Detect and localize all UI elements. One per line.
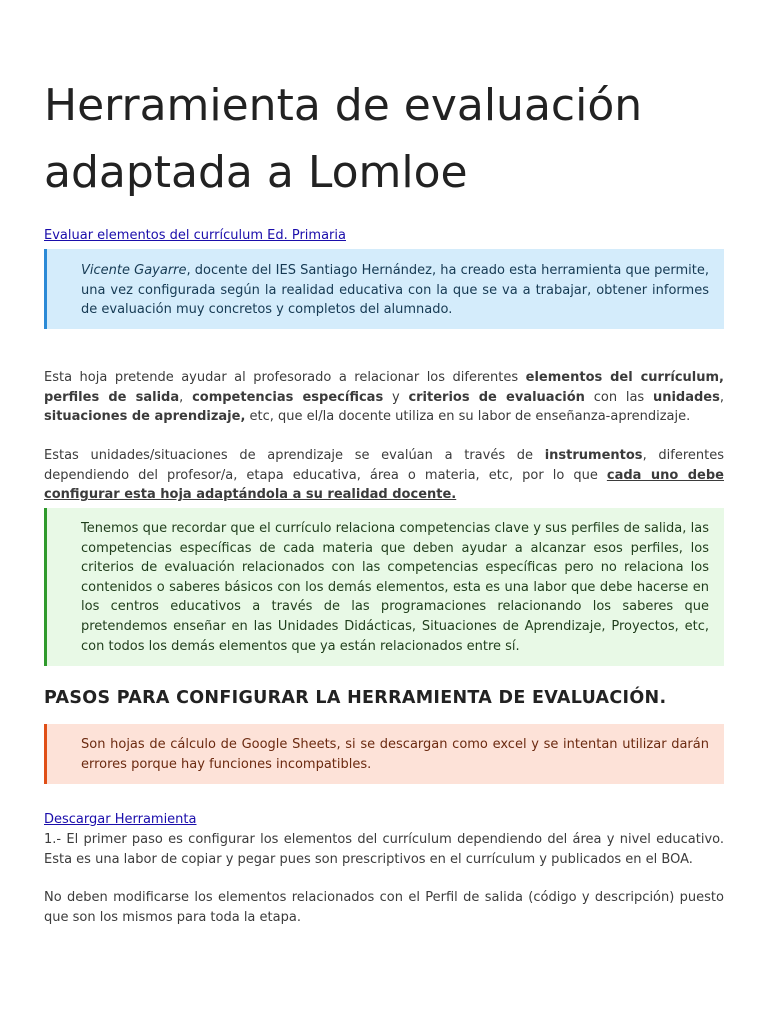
- page-title: Herramienta de evaluación adaptada a Lomloe: [44, 80, 643, 198]
- curriculum-link[interactable]: Evaluar elementos del currículum Ed. Primaria: [44, 228, 346, 243]
- curriculum-note-box: [44, 508, 724, 666]
- download-link-paragraph: [44, 810, 724, 830]
- intro-bold: situaciones de aprendizaje,: [44, 409, 246, 425]
- intro-text: ,: [179, 389, 193, 405]
- intro-bold: elementos del currículum, perfiles de salida: [44, 370, 724, 405]
- curriculum-note-text: Tenemos que recordar que el currículo relaciona competencias clave y sus perfiles de salida, las competencias específicas de cada materia que deben ayudar a alcanzar esos perfiles, los criterios de evaluación relacionados con las competencias específicas pero no relaciona los contenidos o saberes básicos con los demás elementos, esta es una labor que debe hacerse en los centros educativos a través de las programaciones relacionando los saberes que pretendemos enseñar en las Unidades Didácticas, Situaciones de Aprendizaje, Proyectos, etc, con todos los demás elementos que ya están relacionados entre sí.: [81, 521, 709, 654]
- curriculum-link-paragraph: [44, 226, 724, 246]
- steps-heading: PASOS PARA CONFIGURAR LA HERRAMIENTA DE EVALUACIÓN.: [44, 688, 667, 708]
- intro-text: Esta hoja pretende ayudar al profesorado a relacionar los diferentes: [44, 370, 526, 385]
- download-link[interactable]: Descargar Herramienta: [44, 812, 197, 827]
- intro-text: y: [383, 389, 409, 405]
- intro-text: con las: [584, 389, 653, 405]
- warning-text: Son hojas de cálculo de Google Sheets, si se descargan como excel y se intentan utilizar darán errores porque hay funciones incompatibles.: [81, 737, 709, 772]
- step-1-paragraph: 1.- El primer paso es configurar los elementos del currículum dependiendo del área y nivel educativo. Esta es una labor de copiar y pegar pues son prescriptivos en el currículum y publicados en el BOA.: [44, 832, 724, 867]
- author-name: Vicente Gayarre: [81, 263, 187, 278]
- instruments-text: , diferentes dependiendo del profesor/a, etapa educativa, área o materia, etc, por lo que: [44, 448, 724, 483]
- intro-bold: competencias específicas: [192, 389, 384, 405]
- step-1-note: No deben modificarse los elementos relacionados con el Perfil de salida (código y descripción) puesto que son los mismos para toda la etapa.: [44, 890, 724, 925]
- instruments-bold: instrumentos: [544, 448, 643, 463]
- intro-bold: criterios de evaluación: [408, 389, 585, 405]
- instruments-text: Estas unidades/situaciones de aprendizaje se evalúan a través de: [44, 448, 545, 463]
- author-info-box: [44, 249, 724, 329]
- intro-text: ,: [719, 389, 724, 405]
- author-info-body: , docente del IES Santiago Hernández, ha creado esta herramienta que permite, una vez configurada según la realidad educativa con la que se va a trabajar, obtener informes de evaluación muy concretos y completos del alumnado.: [81, 263, 709, 318]
- author-info-text: [47, 249, 724, 320]
- instruments-paragraph: [44, 446, 724, 505]
- intro-bold: unidades: [652, 389, 720, 405]
- instruments-emphasis: cada uno debe configurar esta hoja adaptándola a su realidad docente.: [44, 467, 724, 503]
- intro-text: etc, que el/la docente utiliza en su labor de enseñanza-aprendizaje.: [245, 409, 691, 425]
- warning-box: [44, 724, 724, 784]
- intro-paragraph: [44, 368, 724, 427]
